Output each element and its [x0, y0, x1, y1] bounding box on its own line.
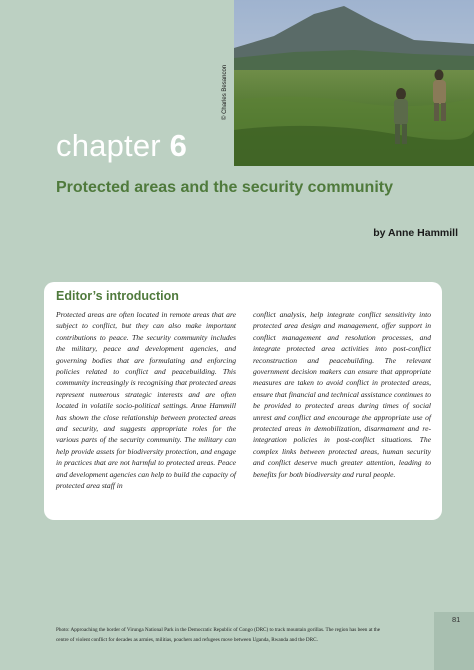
page-number: 81 [452, 615, 461, 624]
photo-caption-line-1: Photo: Approaching the border of Virunga National Park in the Democratic Republic of Congo (DRC) to track mountain gorillas. The region has been at the [56, 627, 381, 633]
photo-caption [56, 625, 456, 645]
editors-introduction-heading: Editor’s introduction [56, 289, 179, 303]
chapter-photo [234, 0, 474, 166]
author-byline: by Anne Hammill [373, 227, 458, 239]
chapter-label [56, 128, 187, 164]
intro-column-1: Protected areas are often located in remote areas that are subject to conflict, but they can also make important contributions to peace. The security community includes the military, peace and development agencies, and governing bodies that are formulating and enforcing policies related to conflict and peacebuilding. This community increasingly is recognising that protected areas represent numerous strategic interests and are often located in volatile socio-political settings. Anne Hammill has shown the close relationship between protected areas and security, and suggests appropriate roles for the various parts of the security community. The military can help provide assets for biodiversity protection, and engage in practices that are not harmful to protected areas. Peace and development agencies can help to build the capacity of protected area staff in [56, 310, 236, 491]
chapter-number: 6 [169, 128, 188, 163]
intro-column-2: conflict analysis, help integrate conflict sensitivity into protected area design and management, offer support in conflict management and resolution processes, and integrate protected area activities into post-conflict reconstruction and peacebuilding. The relevant government decision makers can ensure that appropriate measures are taken to avoid conflict in protected areas, ensure that financial and technical assistance continues to be provided to protected areas during times of social unrest and conflict and encourage the appropriate use of protected areas in demobilization, disarmament and re-integration policies in post-conflict situations. The complex links between protected areas, human security and conflict deserve much greater attention, leading to benefits for both biodiversity and rural people. [253, 310, 431, 479]
chapter-word: chapter [56, 128, 170, 163]
photo-caption-line-2: centre of violent conflict for decades as armies, militias, poachers and refugees move between Uganda, Rwanda and the DRC. [56, 637, 318, 643]
chapter-title: Protected areas and the security community [56, 179, 393, 196]
photo-credit: © Charles Besancon [222, 64, 228, 120]
